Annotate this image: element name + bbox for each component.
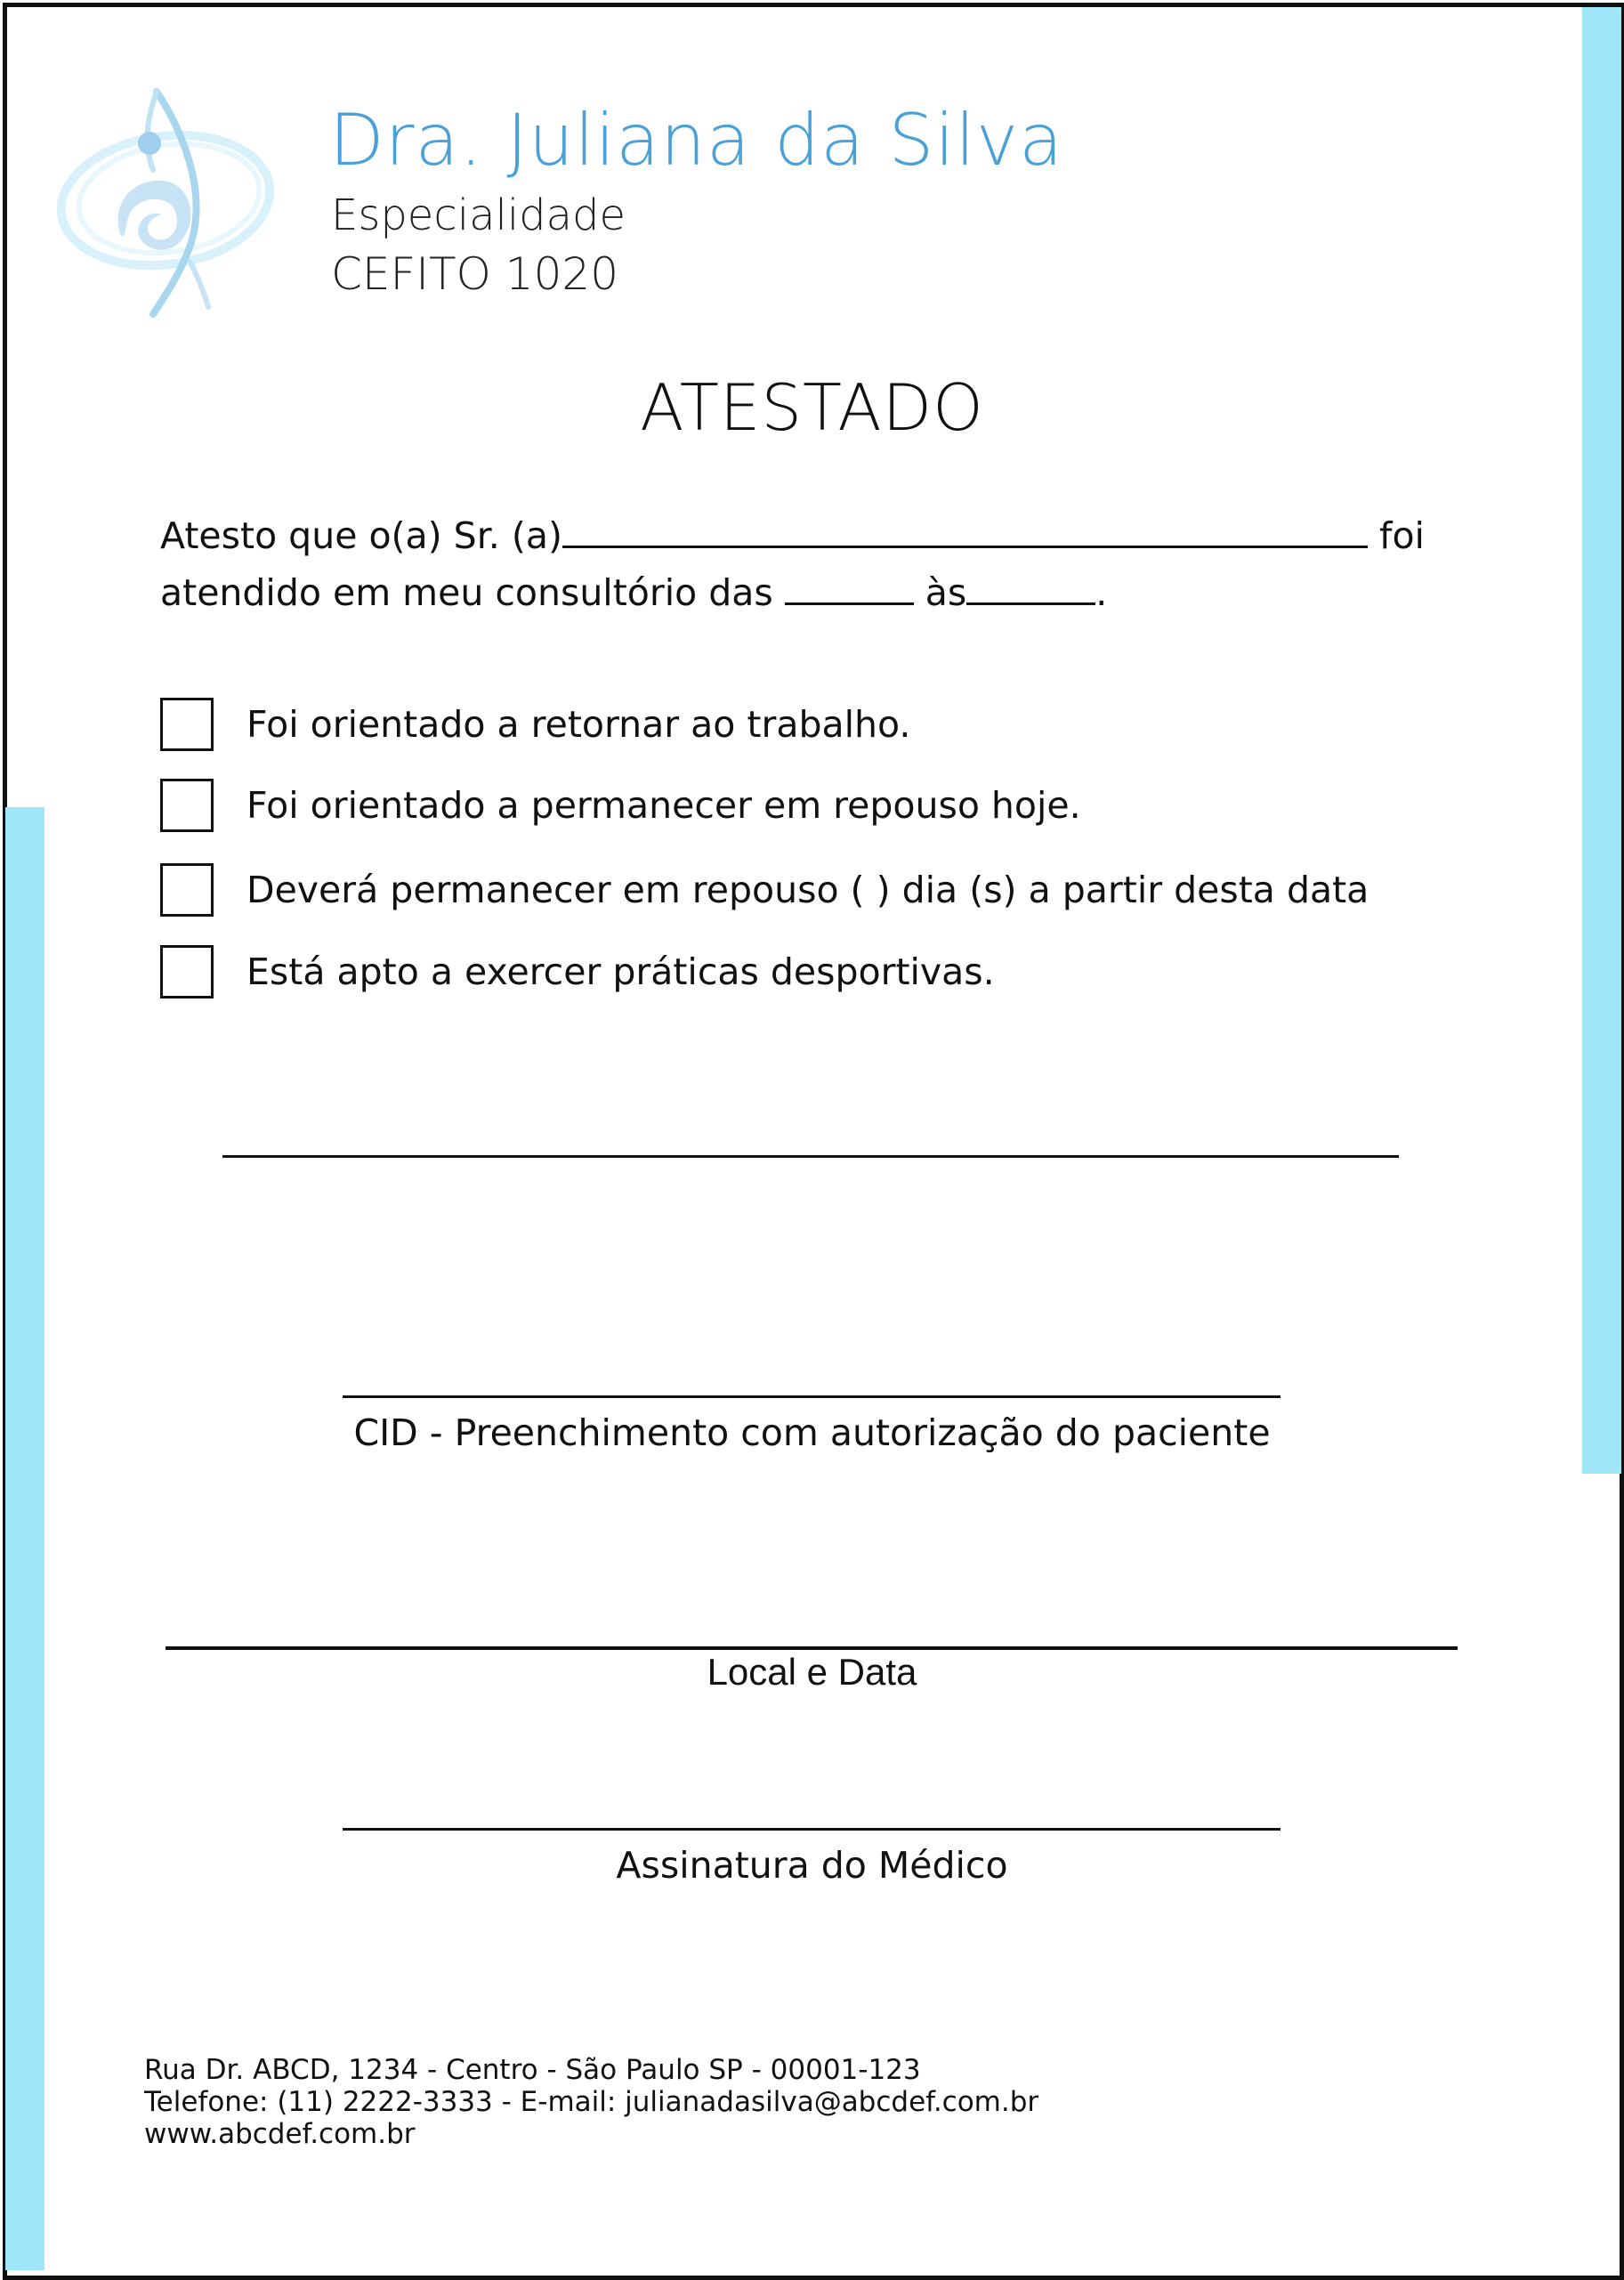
option-label: Está apto a exercer práticas desportivas. <box>246 950 995 993</box>
option-rest-today <box>160 777 1081 834</box>
option-rest-days <box>160 861 1369 918</box>
attendance-statement <box>160 507 1442 621</box>
footer-contact-line: Telefone: (11) 2222-3333 - E-mail: julianadasilva@abcdef.com.br <box>144 2086 1039 2118</box>
doctor-specialty: Especialidade <box>331 190 626 240</box>
accent-stripe-left <box>5 807 44 2270</box>
option-label: Foi orientado a retornar ao trabalho. <box>246 703 911 746</box>
doctor-name: Dra. Juliana da Silva <box>329 99 1064 182</box>
page-border <box>3 3 1624 2280</box>
option-label: Deverá permanecer em repouso ( ) dia (s) a partir desta data <box>246 869 1369 911</box>
local-date-line[interactable] <box>166 1646 1458 1650</box>
cid-caption: CID - Preenchimento com autorização do paciente <box>353 1411 1271 1454</box>
option-label: Foi orientado a permanecer em repouso hoje. <box>246 784 1081 827</box>
clinic-logo-icon <box>57 85 281 320</box>
option-return-work <box>160 696 910 753</box>
statement-text-1: Atesto que o(a) Sr. (a) <box>160 514 562 557</box>
statement-text-5: . <box>1095 571 1108 614</box>
statement-text-4: às <box>913 571 967 614</box>
option-sports <box>160 943 995 1000</box>
statement-text-2: foi <box>1367 514 1425 557</box>
patient-name-field[interactable] <box>562 508 1368 548</box>
signature-caption: Assinatura do Médico <box>616 1844 1008 1887</box>
footer-contact <box>144 2054 1038 2150</box>
doctor-registry: CEFITO 1020 <box>331 248 619 300</box>
notes-line[interactable] <box>222 1155 1399 1158</box>
cid-line[interactable] <box>343 1395 1281 1398</box>
document-title: ATESTADO <box>640 370 984 445</box>
local-date-caption: Local e Data <box>707 1651 917 1693</box>
end-time-field[interactable] <box>966 565 1095 605</box>
footer-website: www.abcdef.com.br <box>144 2118 416 2150</box>
accent-stripe-right <box>1582 7 1621 1474</box>
start-time-field[interactable] <box>785 565 914 605</box>
statement-text-3: atendido em meu consultório das <box>160 571 785 614</box>
signature-line[interactable] <box>343 1828 1281 1831</box>
checkbox-rest-days[interactable] <box>160 863 214 917</box>
checkbox-sports[interactable] <box>160 945 214 999</box>
checkbox-return-work[interactable] <box>160 698 214 751</box>
checkbox-rest-today[interactable] <box>160 779 214 832</box>
footer-address: Rua Dr. ABCD, 1234 - Centro - São Paulo SP - 00001-123 <box>144 2054 921 2086</box>
